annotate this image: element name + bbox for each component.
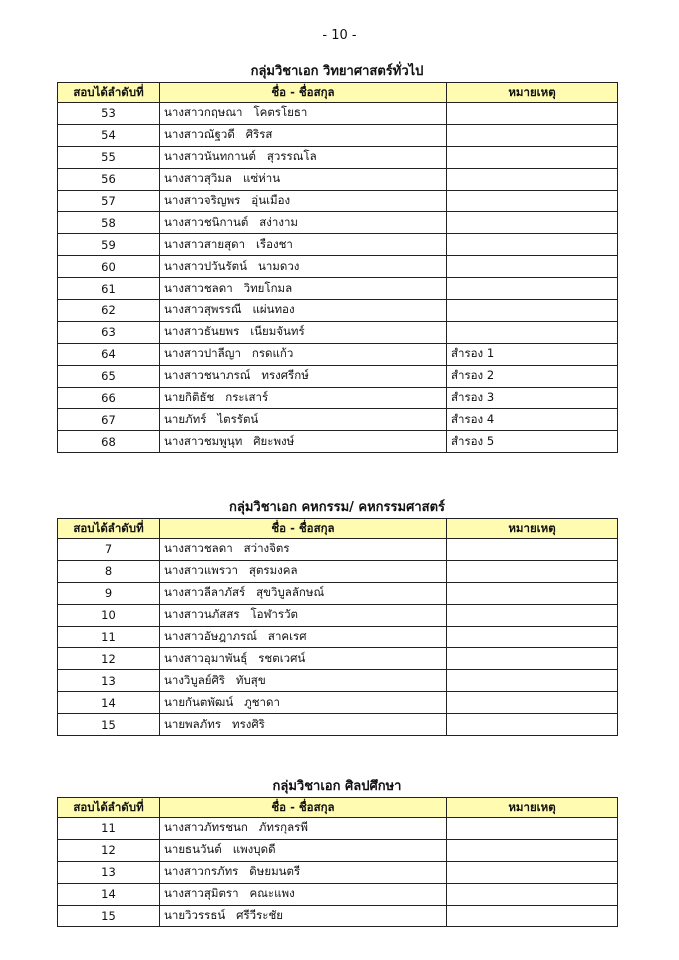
note-cell [447,648,618,670]
table-row [58,626,618,648]
name-cell: นางสาวชนิกานต์ สง่างาม [160,212,447,234]
name-cell: นายกันตพัฒน์ ภูชาดา [160,692,447,714]
rank-cell: 13 [58,670,160,692]
section-home-economics [57,498,617,736]
table-row [58,300,618,322]
section-title: กลุ่มวิชาเอก คหกรรม/ คหกรรมศาสตร์ [228,500,445,515]
table-row [58,714,618,736]
note-cell [447,818,618,840]
table-row [58,431,618,453]
name-cell: นางสาวแพรวา สุตรมงคล [160,560,447,582]
rank-cell: 67 [58,409,160,431]
table-row [58,861,618,883]
rank-cell: 68 [58,431,160,453]
table-row [58,343,618,365]
header-rank: สอบได้ลำดับที่ [58,83,160,103]
table-header-row [58,83,618,103]
table-row [58,692,618,714]
note-cell [447,692,618,714]
rank-cell: 53 [58,103,160,125]
section-science [57,62,617,453]
note-cell [447,256,618,278]
table-row [58,839,618,861]
name-cell: นางสาวปาลีญา กรดแก้ว [160,343,447,365]
note-cell [447,626,618,648]
section-title: กลุ่มวิชาเอก วิทยาศาสตร์ทั่วไป [250,64,424,79]
note-cell [447,146,618,168]
table-row [58,604,618,626]
rank-cell: 14 [58,692,160,714]
name-cell: นางสาวภัทรชนก ภัทรกุลรพี [160,818,447,840]
rank-cell: 55 [58,146,160,168]
rank-cell: 11 [58,818,160,840]
rank-cell: 56 [58,168,160,190]
rank-cell: 10 [58,604,160,626]
table-row [58,212,618,234]
rank-cell: 61 [58,278,160,300]
name-cell: นางสาวอัษฎาภรณ์ สาคเรศ [160,626,447,648]
section-title: กลุ่มวิชาเอก ศิลปศึกษา [272,779,402,794]
table-row [58,670,618,692]
table-row [58,168,618,190]
name-cell: นางสาวสุพรรณี แผ่นทอง [160,300,447,322]
table-row [58,256,618,278]
name-cell: นางสาวจริญพร อุ่นเมือง [160,190,447,212]
header-name: ชื่อ - ชื่อสกุล [160,798,447,818]
rank-cell: 15 [58,905,160,927]
note-cell [447,839,618,861]
rank-cell: 62 [58,300,160,322]
note-cell [447,168,618,190]
note-cell [447,560,618,582]
name-cell: นางวิบูลย์ศิริ ทับสุข [160,670,447,692]
table-row [58,560,618,582]
note-cell [447,861,618,883]
rank-cell: 9 [58,582,160,604]
rank-cell: 63 [58,321,160,343]
results-table [57,518,618,736]
note-cell [447,278,618,300]
header-rank: สอบได้ลำดับที่ [58,798,160,818]
note-cell [447,124,618,146]
note-cell: สำรอง 1 [447,343,618,365]
rank-cell: 12 [58,839,160,861]
name-cell: นางสาวธันยพร เนียมจันทร์ [160,321,447,343]
table-row [58,321,618,343]
results-table [57,82,618,453]
note-cell [447,103,618,125]
note-cell: สำรอง 4 [447,409,618,431]
name-cell: นางสาวกรภัทร ดิษยมนตรี [160,861,447,883]
note-cell: สำรอง 3 [447,387,618,409]
rank-cell: 58 [58,212,160,234]
rank-cell: 15 [58,714,160,736]
rank-cell: 64 [58,343,160,365]
header-note: หมายเหตุ [447,519,618,539]
note-cell: สำรอง 2 [447,365,618,387]
table-row [58,387,618,409]
note-cell [447,670,618,692]
note-cell [447,714,618,736]
header-rank: สอบได้ลำดับที่ [58,519,160,539]
table-row [58,190,618,212]
note-cell [447,190,618,212]
name-cell: นายพลภัทร ทรงศิริ [160,714,447,736]
name-cell: นางสาวณัฐวดี ศิริรส [160,124,447,146]
table-header-row [58,519,618,539]
name-cell: นางสาวอุมาพันธุ์ รชตเวศน์ [160,648,447,670]
table-row [58,124,618,146]
name-cell: นายภัทร์ ไตรรัตน์ [160,409,447,431]
name-cell: นางสาวชลดา วิทยโกมล [160,278,447,300]
table-row [58,146,618,168]
table-row [58,103,618,125]
note-cell [447,582,618,604]
name-cell: นางสาวชมพูนุท ศิยะพงษ์ [160,431,447,453]
rank-cell: 66 [58,387,160,409]
name-cell: นางสาวสุวิมล แซ่ห่าน [160,168,447,190]
table-row [58,539,618,561]
header-name: ชื่อ - ชื่อสกุล [160,519,447,539]
section-art-education [57,777,617,927]
page-number: - 10 - [322,28,357,43]
note-cell [447,905,618,927]
note-cell [447,212,618,234]
note-cell [447,604,618,626]
rank-cell: 59 [58,234,160,256]
header-note: หมายเหตุ [447,83,618,103]
rank-cell: 8 [58,560,160,582]
name-cell: นายธนวันต์ แพงบุดดี [160,839,447,861]
table-row [58,648,618,670]
note-cell [447,321,618,343]
name-cell: นางสาวชนาภรณ์ ทรงศรีกษ์ [160,365,447,387]
rank-cell: 12 [58,648,160,670]
name-cell: นางสาวกฤษณา โคตรโยธา [160,103,447,125]
table-row [58,905,618,927]
rank-cell: 65 [58,365,160,387]
results-table [57,797,618,927]
table-header-row [58,798,618,818]
rank-cell: 54 [58,124,160,146]
note-cell: สำรอง 5 [447,431,618,453]
rank-cell: 7 [58,539,160,561]
table-row [58,365,618,387]
name-cell: นางสาวลีลาภัสร์ สุขวิบูลลักษณ์ [160,582,447,604]
table-row [58,818,618,840]
table-row [58,582,618,604]
name-cell: นางสาวชลดา สว่างจิตร [160,539,447,561]
rank-cell: 14 [58,883,160,905]
name-cell: นายวิวรรธน์ ศรีวีระชัย [160,905,447,927]
name-cell: นางสาวสายสุดา เรืองชา [160,234,447,256]
note-cell [447,883,618,905]
name-cell: นางสาวสุมิตรา คณะแพง [160,883,447,905]
table-row [58,278,618,300]
name-cell: นางสาวนภัสสร โอฬารวัต [160,604,447,626]
name-cell: นางสาวปวันรัตน์ นามดวง [160,256,447,278]
note-cell [447,539,618,561]
header-note: หมายเหตุ [447,798,618,818]
rank-cell: 57 [58,190,160,212]
rank-cell: 60 [58,256,160,278]
table-row [58,409,618,431]
note-cell [447,300,618,322]
name-cell: นายกิติธัช กระเสาร์ [160,387,447,409]
rank-cell: 13 [58,861,160,883]
name-cell: นางสาวนันทกานต์ สุวรรณโล [160,146,447,168]
rank-cell: 11 [58,626,160,648]
table-row [58,234,618,256]
note-cell [447,234,618,256]
header-name: ชื่อ - ชื่อสกุล [160,83,447,103]
table-row [58,883,618,905]
